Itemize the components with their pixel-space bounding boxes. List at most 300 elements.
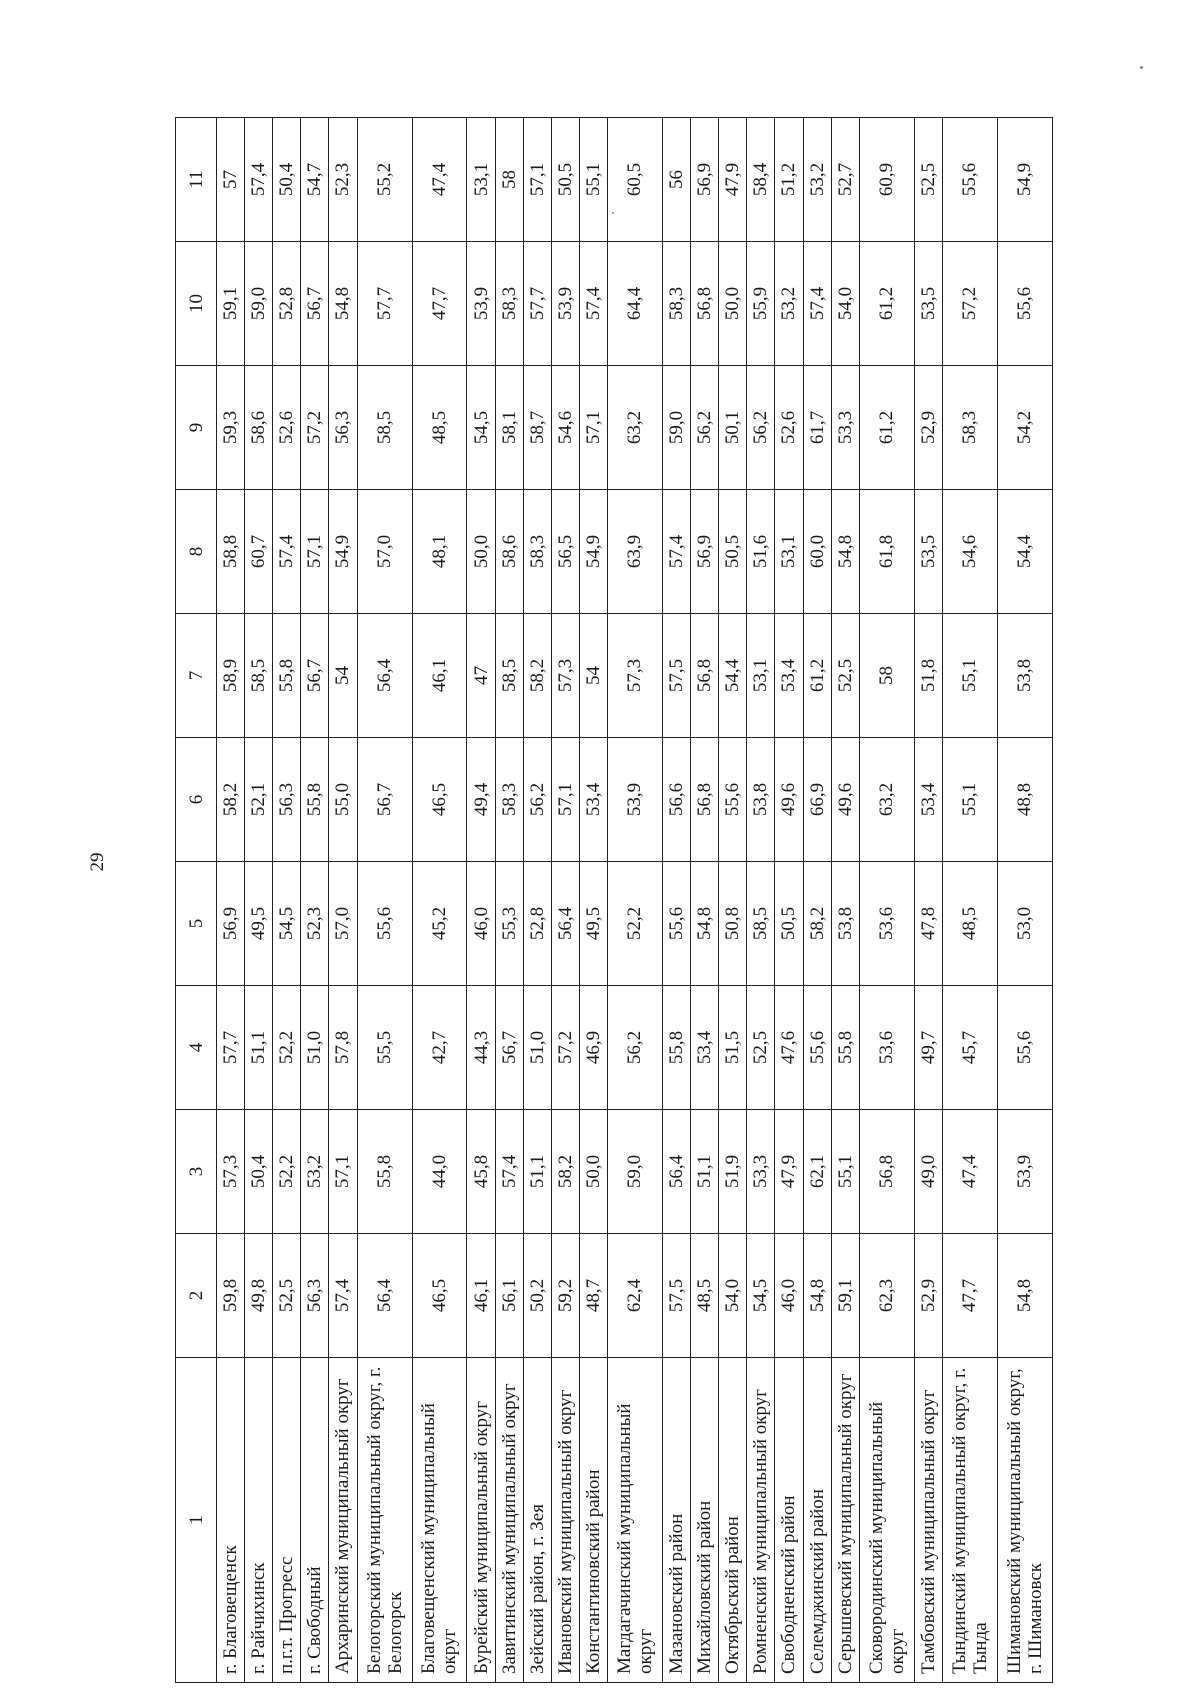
value-cell-col-2: 50,2 — [523, 1234, 551, 1358]
column-header-7: 7 — [176, 614, 217, 738]
value-cell-col-11: 56,9 — [691, 118, 719, 242]
value-cell-col-9: 54,6 — [551, 366, 579, 490]
value-cell-col-6: 56,3 — [273, 738, 301, 862]
table-row — [523, 118, 551, 1683]
value-cell-col-5: 46,0 — [467, 862, 495, 986]
value-cell-col-11: 50,4 — [273, 118, 301, 242]
region-name-cell: г. Райчихинск — [245, 1358, 273, 1683]
region-name-cell: Белогорский муниципальный округ, г. Белогорск — [357, 1358, 412, 1683]
table-row — [217, 118, 245, 1683]
region-name-cell: Михайловский район — [691, 1358, 719, 1683]
value-cell-col-4: 51,0 — [301, 986, 329, 1110]
value-cell-col-10: 56,8 — [691, 242, 719, 366]
value-cell-col-6: 55,6 — [719, 738, 747, 862]
column-header-6: 6 — [176, 738, 217, 862]
value-cell-col-5: 58,5 — [747, 862, 775, 986]
value-cell-col-10: 53,9 — [467, 242, 495, 366]
value-cell-col-11: 57 — [217, 118, 245, 242]
value-cell-col-7: 52,5 — [831, 614, 859, 738]
value-cell-col-6: 55,8 — [301, 738, 329, 862]
region-name-cell: Свободненский район — [775, 1358, 803, 1683]
value-cell-col-4: 52,5 — [747, 986, 775, 1110]
value-cell-col-7: 58,5 — [495, 614, 523, 738]
value-cell-col-8: 51,6 — [747, 490, 775, 614]
value-cell-col-11: 58,4 — [747, 118, 775, 242]
value-cell-col-10: 59,1 — [217, 242, 245, 366]
value-cell-col-11: 55,6 — [942, 118, 997, 242]
value-cell-col-3: 59,0 — [608, 1110, 663, 1234]
table-body — [217, 118, 1053, 1683]
table-row — [942, 118, 997, 1683]
value-cell-col-3: 53,9 — [997, 1110, 1052, 1234]
value-cell-col-8: 57,0 — [357, 490, 412, 614]
region-name-cell: Шимановский муниципальный округ, г. Шимановск — [997, 1358, 1052, 1683]
value-cell-col-6: 53,9 — [608, 738, 663, 862]
column-header-8: 8 — [176, 490, 217, 614]
value-cell-col-2: 59,1 — [831, 1234, 859, 1358]
value-cell-col-11: 52,7 — [831, 118, 859, 242]
value-cell-col-3: 55,1 — [831, 1110, 859, 1234]
region-name-cell: г. Свободный — [301, 1358, 329, 1683]
table-row — [859, 118, 914, 1683]
value-cell-col-2: 54,8 — [997, 1234, 1052, 1358]
column-header-4: 4 — [176, 986, 217, 1110]
value-cell-col-9: 53,3 — [831, 366, 859, 490]
value-cell-col-2: 56,1 — [495, 1234, 523, 1358]
value-cell-col-2: 46,1 — [467, 1234, 495, 1358]
value-cell-col-9: 50,1 — [719, 366, 747, 490]
region-name-cell: Архаринский муниципальный округ — [329, 1358, 357, 1683]
value-cell-col-8: 48,1 — [412, 490, 467, 614]
value-cell-col-2: 47,7 — [942, 1234, 997, 1358]
value-cell-col-7: 58,5 — [245, 614, 273, 738]
value-cell-col-4: 56,7 — [495, 986, 523, 1110]
value-cell-col-7: 55,1 — [942, 614, 997, 738]
value-cell-col-4: 51,5 — [719, 986, 747, 1110]
region-name-cell: Завитинский муниципальный округ — [495, 1358, 523, 1683]
value-cell-col-5: 52,8 — [523, 862, 551, 986]
value-cell-col-6: 49,6 — [775, 738, 803, 862]
value-cell-col-3: 50,4 — [245, 1110, 273, 1234]
value-cell-col-11: 53,1 — [467, 118, 495, 242]
value-cell-col-5: 47,8 — [914, 862, 942, 986]
value-cell-col-6: 57,1 — [551, 738, 579, 862]
value-cell-col-8: 53,1 — [775, 490, 803, 614]
value-cell-col-2: 57,4 — [329, 1234, 357, 1358]
value-cell-col-11: 54,7 — [301, 118, 329, 242]
column-header-1: 1 — [176, 1358, 217, 1683]
value-cell-col-11: 47,9 — [719, 118, 747, 242]
value-cell-col-4: 55,8 — [662, 986, 690, 1110]
value-cell-col-3: 51,1 — [523, 1110, 551, 1234]
value-cell-col-6: 46,5 — [412, 738, 467, 862]
value-cell-col-5: 49,5 — [245, 862, 273, 986]
value-cell-col-5: 48,5 — [942, 862, 997, 986]
region-name-cell: п.г.т. Прогресс — [273, 1358, 301, 1683]
value-cell-col-6: 53,4 — [914, 738, 942, 862]
table-row — [775, 118, 803, 1683]
value-cell-col-2: 59,2 — [551, 1234, 579, 1358]
value-cell-col-9: 59,0 — [662, 366, 690, 490]
value-cell-col-4: 51,0 — [523, 986, 551, 1110]
value-cell-col-8: 58,3 — [523, 490, 551, 614]
value-cell-col-10: 54,8 — [329, 242, 357, 366]
value-cell-col-2: 48,7 — [579, 1234, 607, 1358]
value-cell-col-3: 49,0 — [914, 1110, 942, 1234]
value-cell-col-7: 53,4 — [775, 614, 803, 738]
value-cell-col-4: 55,8 — [831, 986, 859, 1110]
value-cell-col-9: 48,5 — [412, 366, 467, 490]
value-cell-col-2: 46,0 — [775, 1234, 803, 1358]
value-cell-col-7: 58 — [859, 614, 914, 738]
column-header-11: 11 — [176, 118, 217, 242]
value-cell-col-9: 52,6 — [273, 366, 301, 490]
value-cell-col-8: 57,4 — [273, 490, 301, 614]
value-cell-col-4: 47,6 — [775, 986, 803, 1110]
value-cell-col-8: 54,8 — [831, 490, 859, 614]
value-cell-col-8: 58,6 — [495, 490, 523, 614]
value-cell-col-5: 55,6 — [662, 862, 690, 986]
region-name-cell: Тамбовский муниципальный округ — [914, 1358, 942, 1683]
table-row — [608, 118, 663, 1683]
value-cell-col-6: 52,1 — [245, 738, 273, 862]
value-cell-col-5: 55,6 — [357, 862, 412, 986]
column-header-5: 5 — [176, 862, 217, 986]
value-cell-col-4: 51,1 — [245, 986, 273, 1110]
value-cell-col-5: 56,9 — [217, 862, 245, 986]
region-name-cell: Сковородинский муниципальный округ — [859, 1358, 914, 1683]
value-cell-col-7: 58,9 — [217, 614, 245, 738]
value-cell-col-3: 44,0 — [412, 1110, 467, 1234]
value-cell-col-9: 52,9 — [914, 366, 942, 490]
value-cell-col-10: 58,3 — [495, 242, 523, 366]
region-name-cell: Октябрьский район — [719, 1358, 747, 1683]
value-cell-col-7: 53,8 — [997, 614, 1052, 738]
table-row — [273, 118, 301, 1683]
value-cell-col-5: 53,8 — [831, 862, 859, 986]
value-cell-col-10: 64,4 — [608, 242, 663, 366]
value-cell-col-7: 56,8 — [691, 614, 719, 738]
value-cell-col-6: 49,4 — [467, 738, 495, 862]
value-cell-col-7: 57,3 — [608, 614, 663, 738]
value-cell-col-2: 56,4 — [357, 1234, 412, 1358]
value-cell-col-2: 52,5 — [273, 1234, 301, 1358]
region-name-cell: Селемджинский район — [803, 1358, 831, 1683]
value-cell-col-3: 56,4 — [662, 1110, 690, 1234]
value-cell-col-10: 55,6 — [997, 242, 1052, 366]
value-cell-col-11: 52,5 — [914, 118, 942, 242]
value-cell-col-6: 55,1 — [942, 738, 997, 862]
value-cell-col-3: 50,0 — [579, 1110, 607, 1234]
value-cell-col-10: 59,0 — [245, 242, 273, 366]
value-cell-col-4: 53,4 — [691, 986, 719, 1110]
value-cell-col-7: 51,8 — [914, 614, 942, 738]
table-row — [495, 118, 523, 1683]
value-cell-col-11: 58 — [495, 118, 523, 242]
value-cell-col-5: 45,2 — [412, 862, 467, 986]
value-cell-col-2: 57,5 — [662, 1234, 690, 1358]
region-name-cell: Тындинский муниципальный округ, г. Тында — [942, 1358, 997, 1683]
table-row — [301, 118, 329, 1683]
value-cell-col-10: 57,4 — [803, 242, 831, 366]
value-cell-col-8: 57,1 — [301, 490, 329, 614]
table-row — [357, 118, 412, 1683]
value-cell-col-5: 52,3 — [301, 862, 329, 986]
value-cell-col-6: 56,2 — [523, 738, 551, 862]
value-cell-col-8: 63,9 — [608, 490, 663, 614]
value-cell-col-10: 53,2 — [775, 242, 803, 366]
value-cell-col-5: 54,5 — [273, 862, 301, 986]
region-name-cell: Ивановский муниципальный округ — [551, 1358, 579, 1683]
value-cell-col-4: 56,2 — [608, 986, 663, 1110]
value-cell-col-9: 54,2 — [997, 366, 1052, 490]
value-cell-col-4: 55,5 — [357, 986, 412, 1110]
value-cell-col-8: 54,9 — [329, 490, 357, 614]
value-cell-col-9: 54,5 — [467, 366, 495, 490]
value-cell-col-11: 56 — [662, 118, 690, 242]
value-cell-col-3: 47,4 — [942, 1110, 997, 1234]
table-row — [662, 118, 690, 1683]
value-cell-col-11: 60,5 — [608, 118, 663, 242]
value-cell-col-3: 47,9 — [775, 1110, 803, 1234]
region-name-cell: г. Благовещенск — [217, 1358, 245, 1683]
value-cell-col-10: 50,0 — [719, 242, 747, 366]
value-cell-col-5: 53,0 — [997, 862, 1052, 986]
value-cell-col-11: 55,1 — [579, 118, 607, 242]
value-cell-col-7: 46,1 — [412, 614, 467, 738]
value-cell-col-6: 63,2 — [859, 738, 914, 862]
table-row — [719, 118, 747, 1683]
value-cell-col-9: 57,1 — [579, 366, 607, 490]
value-cell-col-7: 58,2 — [523, 614, 551, 738]
value-cell-col-11: 57,4 — [245, 118, 273, 242]
region-name-cell: Зейский район, г. Зея — [523, 1358, 551, 1683]
value-cell-col-11: 60,9 — [859, 118, 914, 242]
value-cell-col-8: 58,8 — [217, 490, 245, 614]
value-cell-col-8: 60,7 — [245, 490, 273, 614]
table-row — [691, 118, 719, 1683]
value-cell-col-2: 54,5 — [747, 1234, 775, 1358]
value-cell-col-10: 47,7 — [412, 242, 467, 366]
value-cell-col-10: 57,7 — [357, 242, 412, 366]
column-header-3: 3 — [176, 1110, 217, 1234]
value-cell-col-9: 59,3 — [217, 366, 245, 490]
value-cell-col-3: 56,8 — [859, 1110, 914, 1234]
value-cell-col-5: 58,2 — [803, 862, 831, 986]
value-cell-col-7: 56,7 — [301, 614, 329, 738]
value-cell-col-9: 56,2 — [747, 366, 775, 490]
value-cell-col-9: 58,6 — [245, 366, 273, 490]
value-cell-col-10: 54,0 — [831, 242, 859, 366]
value-cell-col-5: 49,5 — [579, 862, 607, 986]
value-cell-col-10: 55,9 — [747, 242, 775, 366]
value-cell-col-4: 42,7 — [412, 986, 467, 1110]
value-cell-col-4: 57,2 — [551, 986, 579, 1110]
value-cell-col-11: 54,9 — [997, 118, 1052, 242]
value-cell-col-10: 57,2 — [942, 242, 997, 366]
value-cell-col-3: 53,2 — [301, 1110, 329, 1234]
value-cell-col-11: 55,2 — [357, 118, 412, 242]
value-cell-col-9: 61,2 — [859, 366, 914, 490]
table-header-row — [176, 118, 217, 1683]
value-cell-col-6: 66,9 — [803, 738, 831, 862]
value-cell-col-8: 57,4 — [662, 490, 690, 614]
value-cell-col-7: 47 — [467, 614, 495, 738]
value-cell-col-9: 56,2 — [691, 366, 719, 490]
value-cell-col-10: 56,7 — [301, 242, 329, 366]
value-cell-col-4: 55,6 — [997, 986, 1052, 1110]
value-cell-col-8: 53,5 — [914, 490, 942, 614]
value-cell-col-6: 56,8 — [691, 738, 719, 862]
region-name-cell: Константиновский район — [579, 1358, 607, 1683]
value-cell-col-7: 54 — [579, 614, 607, 738]
value-cell-col-5: 50,8 — [719, 862, 747, 986]
value-cell-col-10: 53,5 — [914, 242, 942, 366]
region-name-cell: Бурейский муниципальный округ — [467, 1358, 495, 1683]
value-cell-col-8: 50,0 — [467, 490, 495, 614]
value-cell-col-9: 63,2 — [608, 366, 663, 490]
value-cell-col-4: 49,7 — [914, 986, 942, 1110]
value-cell-col-4: 57,7 — [217, 986, 245, 1110]
value-cell-col-3: 45,8 — [467, 1110, 495, 1234]
value-cell-col-5: 52,2 — [608, 862, 663, 986]
value-cell-col-2: 46,5 — [412, 1234, 467, 1358]
value-cell-col-3: 58,2 — [551, 1110, 579, 1234]
value-cell-col-4: 52,2 — [273, 986, 301, 1110]
value-cell-col-10: 57,4 — [579, 242, 607, 366]
value-cell-col-11: 53,2 — [803, 118, 831, 242]
value-cell-col-2: 62,4 — [608, 1234, 663, 1358]
column-header-10: 10 — [176, 242, 217, 366]
table-row — [803, 118, 831, 1683]
value-cell-col-8: 60,0 — [803, 490, 831, 614]
value-cell-col-3: 62,1 — [803, 1110, 831, 1234]
value-cell-col-3: 57,3 — [217, 1110, 245, 1234]
value-cell-col-7: 54,4 — [719, 614, 747, 738]
table-row — [412, 118, 467, 1683]
value-cell-col-6: 53,4 — [579, 738, 607, 862]
value-cell-col-11: 57,1 — [523, 118, 551, 242]
value-cell-col-2: 59,8 — [217, 1234, 245, 1358]
value-cell-col-5: 57,0 — [329, 862, 357, 986]
value-cell-col-7: 56,4 — [357, 614, 412, 738]
value-cell-col-11: 51,2 — [775, 118, 803, 242]
value-cell-col-10: 57,7 — [523, 242, 551, 366]
scan-speck — [1140, 66, 1143, 69]
value-cell-col-7: 53,1 — [747, 614, 775, 738]
value-cell-col-3: 57,4 — [495, 1110, 523, 1234]
value-cell-col-10: 53,9 — [551, 242, 579, 366]
table-row — [551, 118, 579, 1683]
value-cell-col-5: 56,4 — [551, 862, 579, 986]
value-cell-col-9: 56,3 — [329, 366, 357, 490]
value-cell-col-6: 58,3 — [495, 738, 523, 862]
value-cell-col-9: 58,3 — [942, 366, 997, 490]
value-cell-col-11: 50,5 — [551, 118, 579, 242]
value-cell-col-2: 48,5 — [691, 1234, 719, 1358]
value-cell-col-7: 54 — [329, 614, 357, 738]
value-cell-col-10: 52,8 — [273, 242, 301, 366]
value-cell-col-3: 53,3 — [747, 1110, 775, 1234]
value-cell-col-10: 58,3 — [662, 242, 690, 366]
column-header-2: 2 — [176, 1234, 217, 1358]
value-cell-col-8: 56,5 — [551, 490, 579, 614]
value-cell-col-9: 58,7 — [523, 366, 551, 490]
value-cell-col-9: 52,6 — [775, 366, 803, 490]
region-name-cell: Благовещенский муниципальный округ — [412, 1358, 467, 1683]
region-name-cell: Мазановский район — [662, 1358, 690, 1683]
table-row — [579, 118, 607, 1683]
value-cell-col-3: 52,2 — [273, 1110, 301, 1234]
value-cell-col-2: 56,3 — [301, 1234, 329, 1358]
value-cell-col-8: 54,4 — [997, 490, 1052, 614]
statistics-table — [175, 117, 1053, 1683]
value-cell-col-2: 54,8 — [803, 1234, 831, 1358]
value-cell-col-9: 61,7 — [803, 366, 831, 490]
value-cell-col-3: 51,1 — [691, 1110, 719, 1234]
region-name-cell: Серышевский муниципальный округ — [831, 1358, 859, 1683]
value-cell-col-6: 49,6 — [831, 738, 859, 862]
value-cell-col-3: 51,9 — [719, 1110, 747, 1234]
value-cell-col-4: 53,6 — [859, 986, 914, 1110]
value-cell-col-7: 57,5 — [662, 614, 690, 738]
value-cell-col-8: 54,9 — [579, 490, 607, 614]
value-cell-col-6: 55,0 — [329, 738, 357, 862]
value-cell-col-10: 61,2 — [859, 242, 914, 366]
table-row — [747, 118, 775, 1683]
value-cell-col-8: 56,9 — [691, 490, 719, 614]
value-cell-col-7: 61,2 — [803, 614, 831, 738]
table-row — [329, 118, 357, 1683]
value-cell-col-4: 45,7 — [942, 986, 997, 1110]
value-cell-col-6: 56,7 — [357, 738, 412, 862]
value-cell-col-6: 56,6 — [662, 738, 690, 862]
value-cell-col-8: 54,6 — [942, 490, 997, 614]
value-cell-col-11: 47,4 — [412, 118, 467, 242]
table-row — [914, 118, 942, 1683]
value-cell-col-4: 57,8 — [329, 986, 357, 1110]
value-cell-col-9: 58,5 — [357, 366, 412, 490]
value-cell-col-3: 57,1 — [329, 1110, 357, 1234]
value-cell-col-6: 53,8 — [747, 738, 775, 862]
value-cell-col-2: 54,0 — [719, 1234, 747, 1358]
value-cell-col-6: 58,2 — [217, 738, 245, 862]
value-cell-col-2: 52,9 — [914, 1234, 942, 1358]
table-row — [997, 118, 1052, 1683]
value-cell-col-7: 57,3 — [551, 614, 579, 738]
value-cell-col-5: 53,6 — [859, 862, 914, 986]
value-cell-col-2: 62,3 — [859, 1234, 914, 1358]
value-cell-col-9: 58,1 — [495, 366, 523, 490]
region-name-cell: Ромненский муниципальный округ — [747, 1358, 775, 1683]
column-header-9: 9 — [176, 366, 217, 490]
value-cell-col-3: 55,8 — [357, 1110, 412, 1234]
table-row — [245, 118, 273, 1683]
value-cell-col-8: 61,8 — [859, 490, 914, 614]
page-number: 29 — [87, 852, 108, 872]
value-cell-col-2: 49,8 — [245, 1234, 273, 1358]
table-row — [831, 118, 859, 1683]
value-cell-col-9: 57,2 — [301, 366, 329, 490]
value-cell-col-6: 48,8 — [997, 738, 1052, 862]
rotated-table-container — [175, 118, 1053, 1683]
value-cell-col-4: 46,9 — [579, 986, 607, 1110]
value-cell-col-8: 50,5 — [719, 490, 747, 614]
value-cell-col-5: 54,8 — [691, 862, 719, 986]
value-cell-col-5: 55,3 — [495, 862, 523, 986]
value-cell-col-7: 55,8 — [273, 614, 301, 738]
value-cell-col-5: 50,5 — [775, 862, 803, 986]
